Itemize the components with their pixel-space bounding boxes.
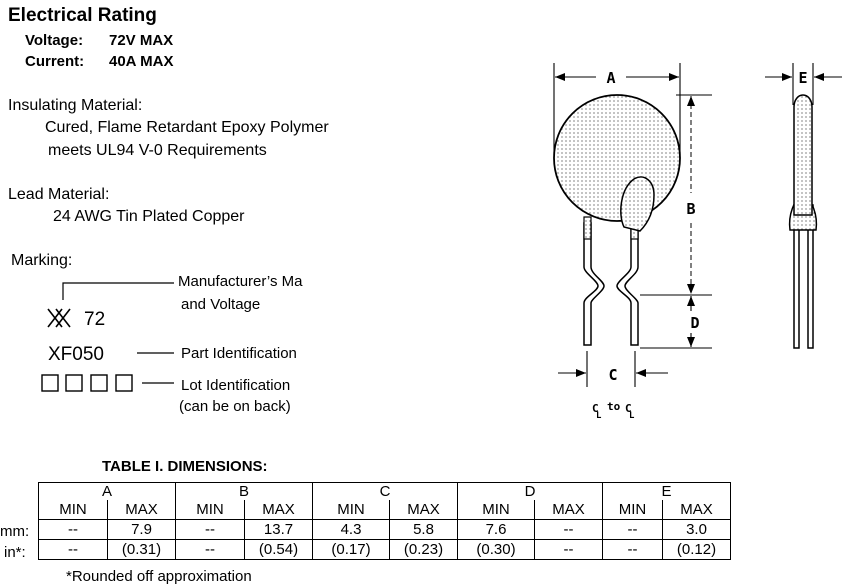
table-row [39, 540, 731, 560]
table-cell: -- [535, 520, 603, 540]
svg-text:L: L [629, 411, 635, 421]
front-view-leads [584, 223, 638, 345]
table-cell: -- [176, 540, 245, 560]
min-header: MIN [176, 500, 245, 520]
table-cell: 13.7 [245, 520, 313, 540]
part-identification-label: Part Identification [181, 345, 297, 362]
table-cell: 5.8 [390, 520, 458, 540]
max-header: MAX [663, 500, 731, 520]
table-row [39, 520, 731, 540]
manufacturer-label-line2: and Voltage [181, 296, 261, 313]
manufacturer-label-line1: Manufacturer’s Ma [178, 273, 303, 290]
row-unit-in: in*: [4, 544, 26, 561]
group-c: C [313, 483, 458, 501]
max-header: MAX [535, 500, 603, 520]
table-cell: -- [39, 540, 108, 560]
lot-identification-label: Lot Identification [181, 377, 291, 394]
min-header: MIN [603, 500, 663, 520]
table-cell: 3.0 [663, 520, 731, 540]
table-minmax-header [39, 500, 731, 520]
lot-back-note: (can be on back) [179, 398, 291, 415]
dimensions-table [38, 482, 731, 560]
dim-b-label: B [686, 200, 696, 218]
insulating-label: Insulating Material: [8, 97, 143, 114]
max-header: MAX [245, 500, 313, 520]
lead-value: 24 AWG Tin Plated Copper [53, 208, 245, 225]
group-e: E [603, 483, 731, 501]
table-cell: -- [603, 520, 663, 540]
centerline-note [592, 400, 635, 421]
voltage-label: Voltage: [25, 32, 84, 49]
table-cell: -- [176, 520, 245, 540]
marking-label: Marking: [11, 252, 73, 269]
min-header: MIN [313, 500, 390, 520]
svg-text:C: C [592, 402, 599, 415]
lot-boxes [42, 375, 132, 391]
svg-text:to: to [607, 400, 621, 413]
part-code: XF050 [48, 344, 104, 365]
rating-title: Electrical Rating [8, 5, 157, 26]
svg-text:C: C [625, 402, 632, 415]
table-cell: -- [535, 540, 603, 560]
group-b: B [176, 483, 313, 501]
dim-a-label: A [606, 69, 616, 87]
table-cell: (0.31) [108, 540, 176, 560]
group-d: D [458, 483, 603, 501]
group-a: A [39, 483, 176, 501]
dim-c-label: C [608, 366, 618, 384]
min-header: MIN [458, 500, 535, 520]
table-group-header [39, 483, 731, 501]
voltage-mark: 72 [84, 309, 106, 330]
max-header: MAX [390, 500, 458, 520]
current-value: 40A MAX [109, 53, 174, 70]
min-header: MIN [39, 500, 108, 520]
table-cell: (0.30) [458, 540, 535, 560]
table-cell: 7.9 [108, 520, 176, 540]
dimension-drawing [540, 55, 850, 425]
table-cell: (0.54) [245, 540, 313, 560]
table-cell: 7.6 [458, 520, 535, 540]
row-unit-mm: mm: [0, 523, 30, 540]
table-cell: (0.23) [390, 540, 458, 560]
table-title: TABLE I. DIMENSIONS: [102, 458, 268, 475]
svg-text:L: L [596, 411, 602, 421]
table-cell: (0.12) [663, 540, 731, 560]
table-cell: 4.3 [313, 520, 390, 540]
manufacturer-leader-line [63, 283, 174, 300]
voltage-value: 72V MAX [109, 32, 174, 49]
dim-e-label: E [798, 69, 808, 87]
dim-d-label: D [690, 314, 700, 332]
table-cell: -- [603, 540, 663, 560]
manufacturer-logo-icon [48, 309, 70, 327]
insulating-line2: meets UL94 V-0 Requirements [48, 142, 267, 159]
table-footnote: *Rounded off approximation [66, 568, 252, 585]
max-header: MAX [108, 500, 176, 520]
current-label: Current: [25, 53, 85, 70]
disc-body [554, 95, 680, 221]
lead-label: Lead Material: [8, 186, 110, 203]
table-cell: (0.17) [313, 540, 390, 560]
side-view [790, 95, 817, 348]
table-cell: -- [39, 520, 108, 540]
insulating-line1: Cured, Flame Retardant Epoxy Polymer [45, 119, 329, 136]
